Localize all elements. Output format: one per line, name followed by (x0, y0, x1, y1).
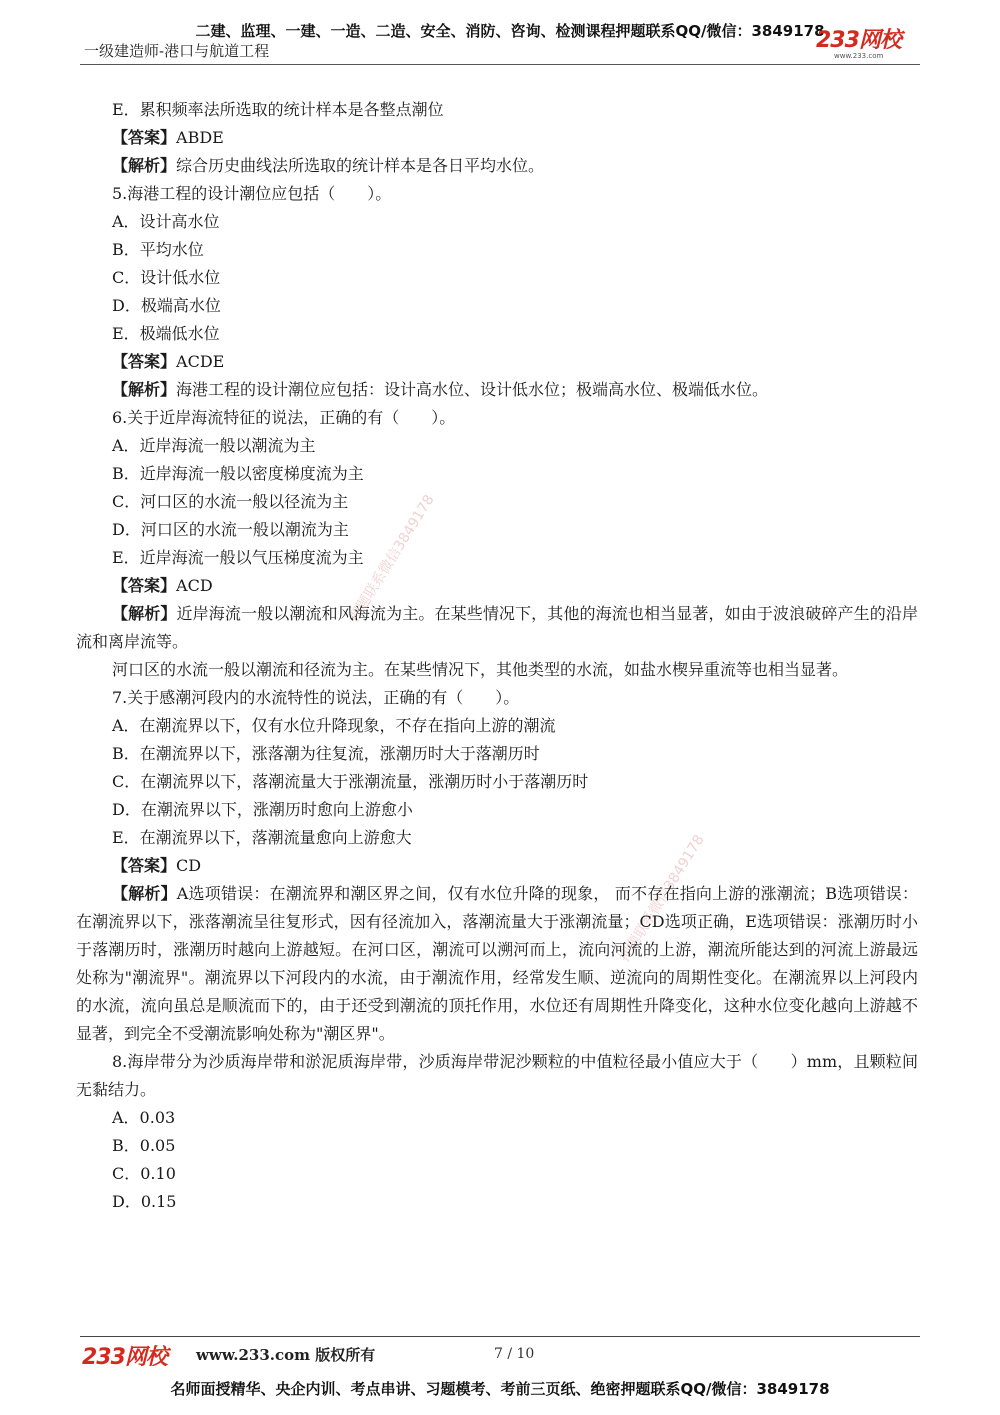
q8-stem: 8.海岸带分为沙质海岸带和淤泥质海岸带，沙质海岸带泥沙颗粒的中值粒径最小值应大于（ ）mm，且颗粒间无黏结力。 (76, 1052, 918, 1099)
q8-option-a: A．0.03 (112, 1108, 176, 1127)
answer-tag: 【答案】 (112, 128, 177, 147)
q5-analysis (76, 376, 926, 404)
answer-value: ACD (176, 576, 213, 595)
q8-option-b: B．0.05 (112, 1136, 176, 1155)
q5-option-c: C．设计低水位 (112, 268, 221, 287)
watermark-text: 押题联系微信3849178 (346, 492, 438, 625)
header-divider (80, 64, 920, 65)
answer-tag: 【答案】 (112, 352, 177, 371)
answer-tag: 【答案】 (112, 856, 177, 875)
answer-tag: 【答案】 (112, 576, 177, 595)
q6-option-d: D．河口区的水流一般以潮流为主 (112, 520, 349, 539)
q5-option-a: A．设计高水位 (112, 212, 220, 231)
answer-value: CD (176, 856, 202, 875)
document-subtitle: 一级建造师-港口与航道工程 (84, 42, 270, 60)
q6-option-b: B．近岸海流一般以密度梯度流为主 (112, 464, 364, 483)
watermark-text: 押题联系微信3849178 (616, 832, 708, 965)
q7-option-e: E．在潮流界以下，落潮流量愈向上游愈大 (112, 828, 412, 847)
q4-analysis (76, 152, 926, 180)
q6-answer (76, 572, 926, 600)
q5-option-d: D．极端高水位 (112, 296, 221, 315)
analysis-tag: 【解析】 (112, 604, 177, 623)
q7-stem: 7.关于感潮河段内的水流特性的说法，正确的有（ ）。 (112, 688, 520, 707)
footer-copyright: www.233.com 版权所有 (196, 1346, 376, 1364)
logo-url: www.233.com (834, 52, 884, 60)
page-number: 7 / 10 (494, 1346, 535, 1362)
q5-option-b: B．平均水位 (112, 240, 204, 259)
q8-option-d: D．0.15 (112, 1192, 177, 1211)
top-promo-banner: 二建、监理、一建、一造、二造、安全、消防、咨询、检测课程押题联系QQ/微信：3849178 (195, 22, 825, 40)
q7-analysis (76, 880, 918, 1048)
analysis-tag: 【解析】 (112, 380, 177, 399)
q7-option-b: B．在潮流界以下，涨落潮为往复流，涨潮历时大于落潮历时 (112, 744, 540, 763)
q5-option-e: E．极端低水位 (112, 324, 220, 343)
q7-option-a: A．在潮流界以下，仅有水位升降现象，不存在指向上游的潮流 (112, 716, 556, 735)
q7-answer (76, 852, 926, 880)
question-content (76, 96, 926, 1216)
q8-option-c: C．0.10 (112, 1164, 176, 1183)
footer-divider (80, 1336, 920, 1337)
q6-option-c: C．河口区的水流一般以径流为主 (112, 492, 349, 511)
logo-wordmark: 233网校 (816, 28, 901, 53)
q6-stem: 6.关于近岸海流特征的说法，正确的有（ ）。 (112, 408, 456, 427)
answer-value: ABDE (176, 128, 224, 147)
answer-value: ACDE (176, 352, 225, 371)
q4-answer (76, 124, 926, 152)
analysis-tag: 【解析】 (112, 884, 177, 903)
q6-analysis-1 (76, 600, 918, 656)
bottom-promo-banner: 名师面授精华、央企内训、考点串讲、习题模考、考前三页纸、绝密押题联系QQ/微信：3849178 (170, 1380, 830, 1398)
analysis-text: 综合历史曲线法所选取的统计样本是各日平均水位。 (176, 156, 545, 175)
q7-option-d: D．在潮流界以下，涨潮历时愈向上游愈小 (112, 800, 413, 819)
analysis-text: 近岸海流一般以潮流和风海流为主。在某些情况下，其他的海流也相当显著，如由于波浪破碎产生的沿岸流和离岸流等。 (76, 604, 918, 651)
q5-answer (76, 348, 926, 376)
q6-option-a: A．近岸海流一般以潮流为主 (112, 436, 316, 455)
q7-option-c: C．在潮流界以下，落潮流量大于涨潮流量，涨潮历时小于落潮历时 (112, 772, 589, 791)
analysis-text: A选项错误：在潮流界和潮区界之间，仅有水位升降的现象， 而不存在指向上游的涨潮流；B选项错误：在潮流界以下，涨落潮流呈往复形式，因有径流加入，落潮流量大于涨潮流量；CD选项正确，E选项错误：涨潮历时小于落潮历时，涨潮历时越向上游越短。在河口区，潮流可以溯河而上，流向河流的上游，潮流所能达到的河流上游最远处称为"潮流界"。潮流界以下河段内的水流，由于潮流作用，经常发生顺、逆流向的周期性变化。在潮流界以上河段内的水流，流向虽总是顺流而下的，由于还受到潮流的顶托作用，水位还有周期性升降变化，这种水位变化越向上游越不显著，到完全不受潮流影响处称为"潮区界"。 (76, 884, 918, 1043)
site-logo[interactable] (816, 30, 926, 64)
q6-option-e: E．近岸海流一般以气压梯度流为主 (112, 548, 364, 567)
q4-option-e: E．累积频率法所选取的统计样本是各整点潮位 (112, 100, 444, 119)
q6-analysis-2: 河口区的水流一般以潮流和径流为主。在某些情况下，其他类型的水流，如盐水楔异重流等也相当显著。 (112, 660, 849, 679)
analysis-text: 海港工程的设计潮位应包括：设计高水位、设计低水位；极端高水位、极端低水位。 (176, 380, 769, 399)
analysis-tag: 【解析】 (112, 156, 177, 175)
footer-logo[interactable]: 233网校 (82, 1345, 167, 1370)
q5-stem: 5.海港工程的设计潮位应包括（ ）。 (112, 184, 392, 203)
